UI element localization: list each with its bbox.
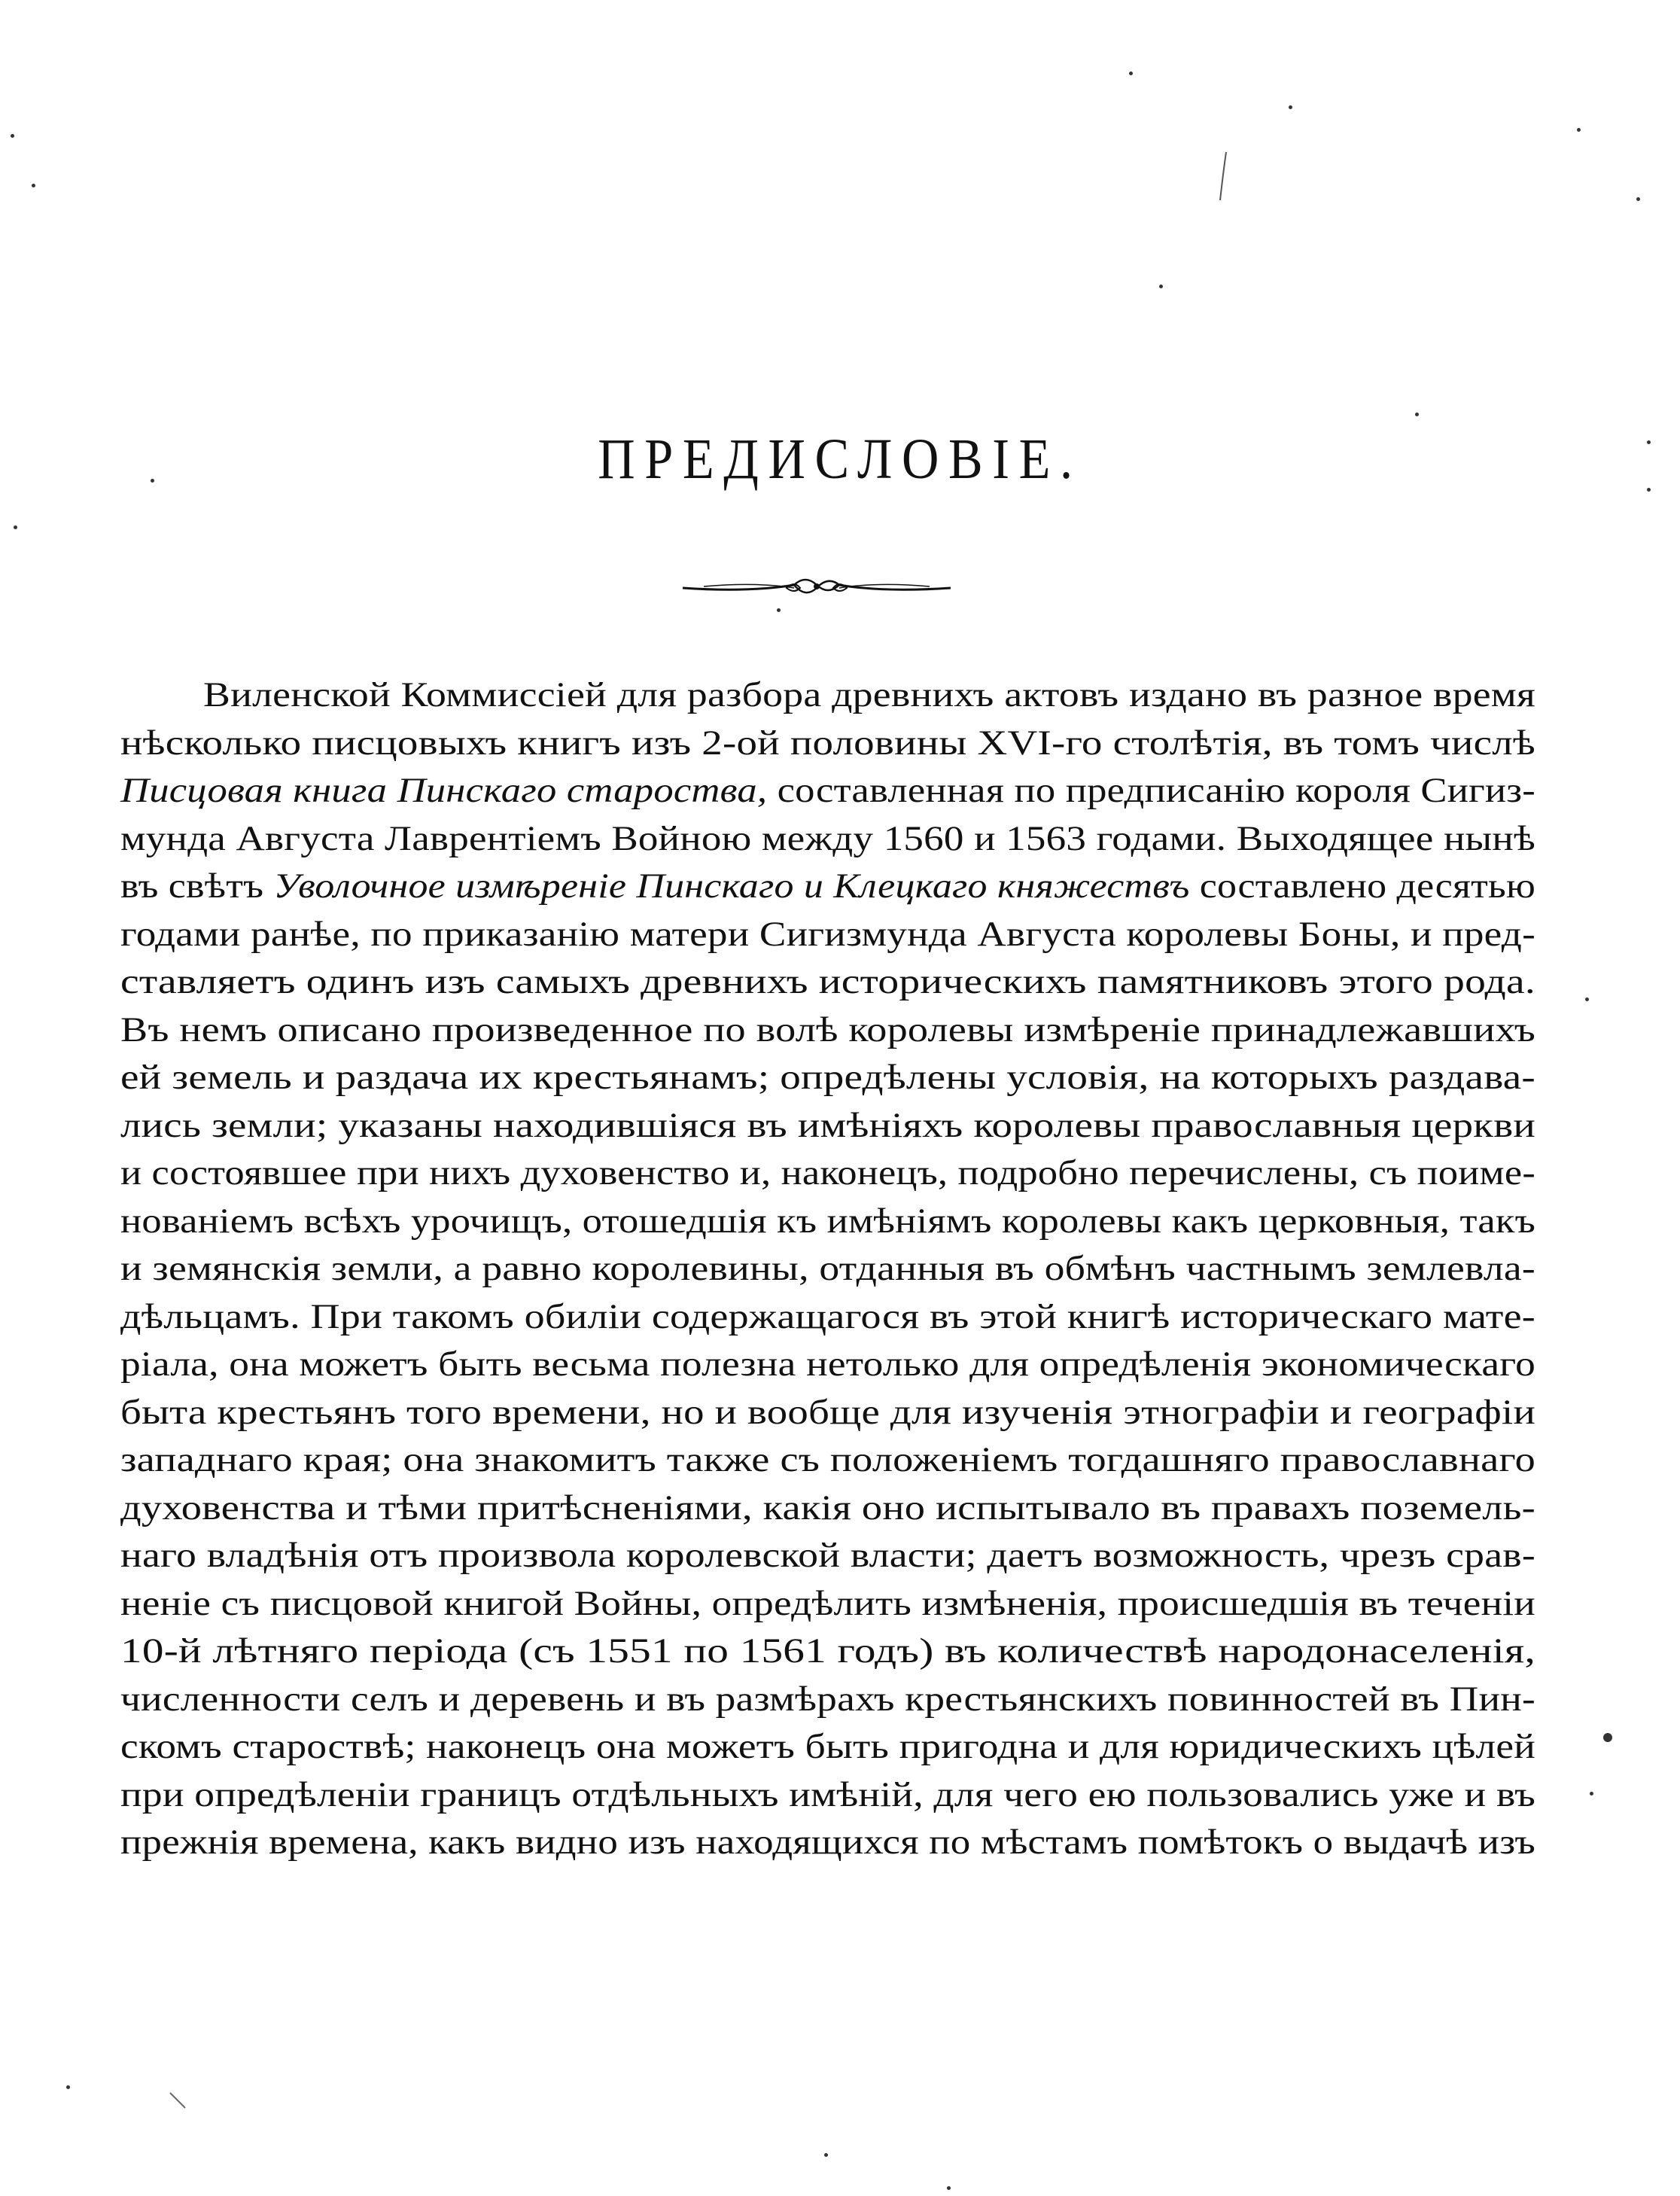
text-line — [120, 958, 1535, 1007]
line-text: составлено десятью — [1189, 867, 1535, 906]
scan-speck — [1603, 1733, 1612, 1742]
text-line — [120, 1436, 1535, 1485]
text-line — [120, 1293, 1535, 1342]
text-line — [120, 1580, 1535, 1628]
line-text: западнаго края; она знакомитъ также съ положеніемъ тогдашняго православнаго — [120, 1440, 1535, 1479]
scan-speck — [66, 2085, 70, 2089]
line-text: ставляетъ одинъ изъ самыхъ древнихъ историческихъ памятниковъ этого рода. — [120, 962, 1535, 1001]
text-line — [120, 815, 1535, 863]
scan-speck — [824, 2153, 828, 2157]
ornament-divider-icon — [681, 568, 952, 606]
pen-mark-icon — [167, 2090, 190, 2112]
line-text: годами ранѣе, по приказанію матери Сигизмунда Августа королевы Боны, и пред- — [120, 914, 1535, 954]
scan-speck — [1159, 285, 1163, 288]
scan-speck — [777, 608, 781, 612]
line-text: мунда Августа Лаврентіемъ Войною между 1560 и 1563 годами. Выходящее нынѣ — [120, 818, 1535, 858]
scan-speck — [1577, 128, 1581, 132]
text-line — [120, 1198, 1535, 1246]
text-line — [120, 1532, 1535, 1580]
line-text: ей земель и раздача их крестьянамъ; опредѣлены условія, на которыхъ раздава- — [120, 1058, 1535, 1097]
line-text: наго владѣнія отъ произвола королевской власти; даетъ возможность, чрезъ срав- — [120, 1536, 1535, 1575]
line-text: и земянскія земли, а равно королевины, отданныя въ обмѣнъ частнымъ землевла- — [120, 1249, 1536, 1288]
text-line — [120, 1771, 1535, 1820]
scan-speck — [1129, 72, 1133, 75]
text-line — [120, 911, 1535, 959]
scan-speck — [1636, 197, 1640, 201]
line-text: нѣсколько писцовыхъ книгъ изъ 2-ой половины XVI-го столѣтія, въ томъ числѣ — [120, 723, 1535, 763]
line-text: при опредѣленіи границъ отдѣльныхъ имѣній, для чего ею пользовались уже и въ — [120, 1774, 1535, 1814]
line-text: численности селъ и деревень и въ размѣрахъ крестьянскихъ повинностей въ Пин- — [120, 1679, 1535, 1719]
line-text: неніе съ писцовой книгой Войны, опредѣлить измѣненія, происшедшія въ теченіи — [120, 1583, 1535, 1623]
line-text: Въ немъ описано произведенное по волѣ королевы измѣреніе принадлежавшихъ — [120, 1010, 1535, 1049]
scan-speck — [14, 525, 17, 529]
line-text: составленная по предписанію короля Сигиз- — [767, 771, 1536, 810]
text-line — [120, 1341, 1535, 1389]
line-text: быта крестьянъ того времени, но и вообще для изученія этнографіи и географіи — [120, 1392, 1535, 1432]
line-text: лись земли; указаны находившіяся въ имѣніяхъ королевы православныя церкви — [120, 1105, 1535, 1145]
line-text: духовенства и тѣми притѣсненіями, какія оно испытывало въ правахъ поземель- — [120, 1488, 1536, 1527]
line-text: нованіемъ всѣхъ урочищъ, отошедшія къ имѣніямъ королевы какъ церковныя, такъ — [120, 1201, 1535, 1241]
body-paragraph — [120, 672, 1535, 1867]
line-text: скомъ староствѣ; наконецъ она можетъ быть пригодна и для юридическихъ цѣлей — [120, 1727, 1535, 1766]
line-text: ріала, она можетъ быть весьма полезна нетолько для опредѣленія экономическаго — [120, 1345, 1535, 1384]
pen-mark-icon — [1216, 151, 1231, 203]
line-text: Виленской Коммиссіей для разбора древнихъ актовъ издано въ разное время — [203, 675, 1535, 714]
line-text: дѣльцамъ. При такомъ обиліи содержащагося въ этой книгѣ историческаго мате- — [120, 1296, 1535, 1336]
scan-speck — [1590, 1792, 1593, 1795]
scan-speck — [1647, 440, 1651, 444]
italic-title-text: Уволочное измѣреніе Пинскаго и Клецкаго княжествъ — [273, 867, 1190, 906]
scan-speck — [1585, 997, 1589, 1001]
text-line — [120, 1723, 1535, 1771]
page-title: ПРЕДИСЛОВІЕ. — [598, 428, 1082, 491]
scan-speck — [1289, 105, 1292, 109]
text-line — [120, 1676, 1535, 1724]
text-line — [120, 720, 1535, 768]
text-line — [120, 1628, 1535, 1676]
scan-speck — [1647, 488, 1651, 492]
text-line — [120, 1150, 1535, 1198]
text-line — [120, 863, 1535, 911]
text-line — [120, 1245, 1535, 1293]
text-line — [120, 1389, 1535, 1437]
scan-speck — [32, 184, 35, 187]
italic-title-text: Писцовая книга Пинскаго староства, — [120, 771, 768, 810]
text-line — [120, 767, 1535, 815]
line-text: прежнія времена, какъ видно изъ находящихся по мѣстамъ помѣтокъ о выдачѣ изъ — [120, 1823, 1535, 1862]
text-line — [120, 1007, 1535, 1055]
text-line — [120, 1819, 1535, 1867]
line-text: 10-й лѣтняго періода (съ 1551 по 1561 годъ) въ количествѣ народонаселенія, — [120, 1631, 1535, 1671]
text-line — [120, 672, 1535, 720]
text-line — [120, 1485, 1535, 1533]
line-text: въ свѣтъ — [120, 867, 274, 906]
line-text: и состоявшее при нихъ духовенство и, наконецъ, подробно перечислены, съ поиме- — [120, 1153, 1535, 1192]
scan-speck — [947, 2186, 951, 2190]
text-line — [120, 1054, 1535, 1102]
scan-speck — [11, 134, 14, 138]
text-line — [120, 1102, 1535, 1150]
scan-speck — [1415, 413, 1419, 416]
